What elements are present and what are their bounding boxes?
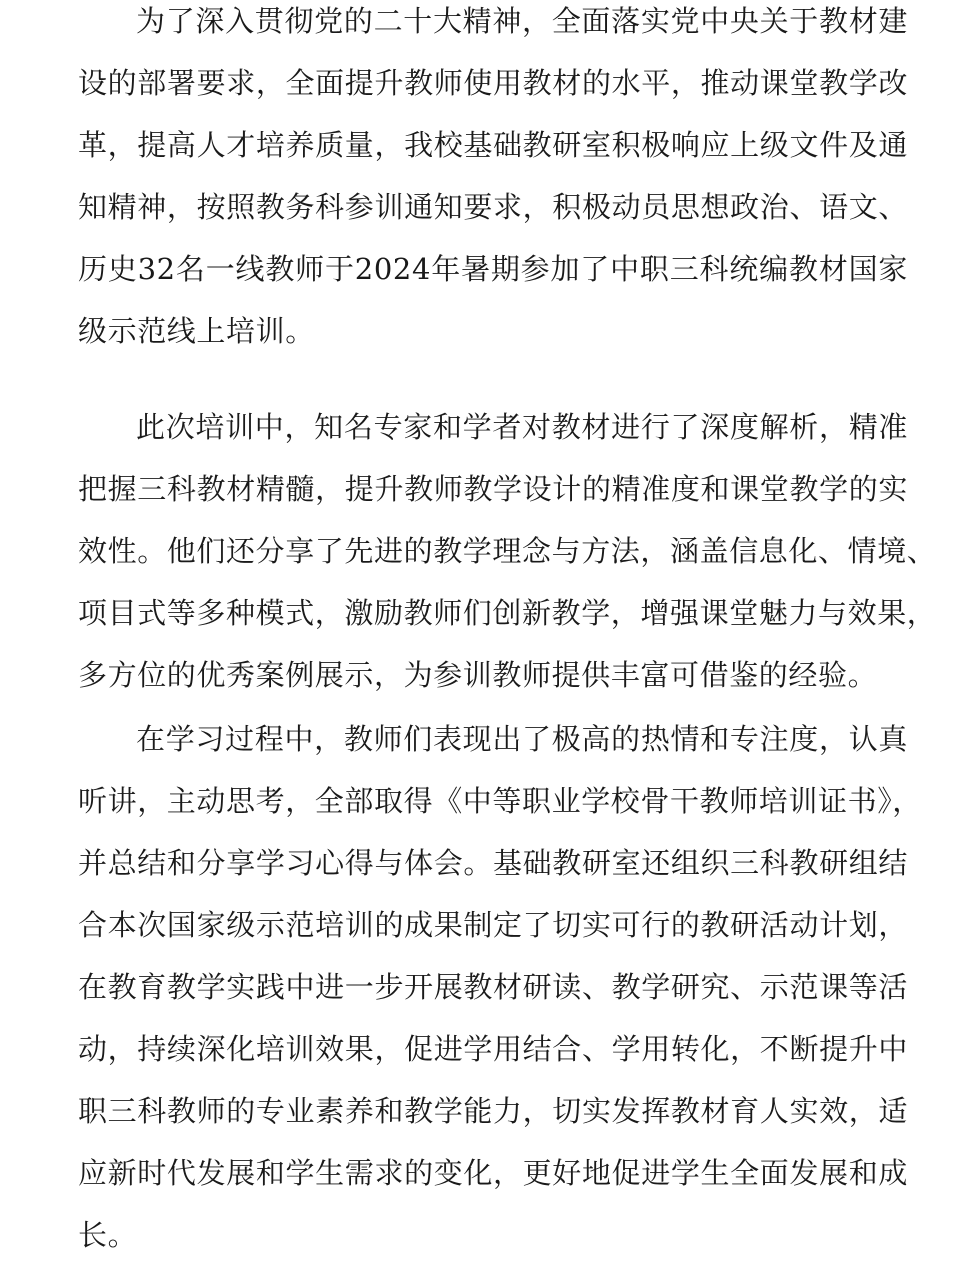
paragraph-3: [78, 708, 922, 1266]
paragraph-line: 效性。他们还分享了先进的教学理念与方法，涵盖信息化、情境、: [78, 534, 937, 568]
paragraph-line: 革，提高人才培养质量，我校基础教研室积极响应上级文件及通: [78, 128, 908, 162]
paragraph-line: 听讲，主动思考，全部取得《中等职业学校骨干教师培训证书》，: [78, 784, 922, 818]
paragraph-line: 多方位的优秀案例展示，为参训教师提供丰富可借鉴的经验。: [78, 658, 878, 692]
paragraph-line: 此次培训中，知名专家和学者对教材进行了深度解析，精准: [136, 410, 908, 444]
paragraph-line: 合本次国家级示范培训的成果制定了切实可行的教研活动计划，: [78, 908, 908, 942]
paragraph-1: [78, 0, 908, 362]
paragraph-line: 为了深入贯彻党的二十大精神，全面落实党中央关于教材建: [136, 4, 908, 38]
paragraph-line: 动，持续深化培训效果，促进学用结合、学用转化，不断提升中: [78, 1032, 908, 1066]
paragraph-line: 把握三科教材精髓，提升教师教学设计的精准度和课堂教学的实: [78, 472, 908, 506]
paragraph-line: 历史32名一线教师于2024年暑期参加了中职三科统编教材国家: [78, 252, 908, 286]
paragraph-line: 设的部署要求，全面提升教师使用教材的水平，推动课堂教学改: [78, 66, 908, 100]
paragraph-line: 在学习过程中，教师们表现出了极高的热情和专注度，认真: [136, 722, 908, 756]
paragraph-2: [78, 396, 937, 706]
paragraph-line: 长。: [78, 1218, 138, 1252]
paragraph-line: 项目式等多种模式，激励教师们创新教学，增强课堂魅力与效果，: [78, 596, 937, 630]
paragraph-line: 级示范线上培训。: [78, 314, 315, 348]
paragraph-line: 在教育教学实践中进一步开展教材研读、教学研究、示范课等活: [78, 970, 908, 1004]
paragraph-line: 应新时代发展和学生需求的变化，更好地促进学生全面发展和成: [78, 1156, 908, 1190]
paragraph-line: 知精神，按照教务科参训通知要求，积极动员思想政治、语文、: [78, 190, 908, 224]
paragraph-line: 职三科教师的专业素养和教学能力，切实发挥教材育人实效，适: [78, 1094, 908, 1128]
paragraph-line: 并总结和分享学习心得与体会。基础教研室还组织三科教研组结: [78, 846, 908, 880]
